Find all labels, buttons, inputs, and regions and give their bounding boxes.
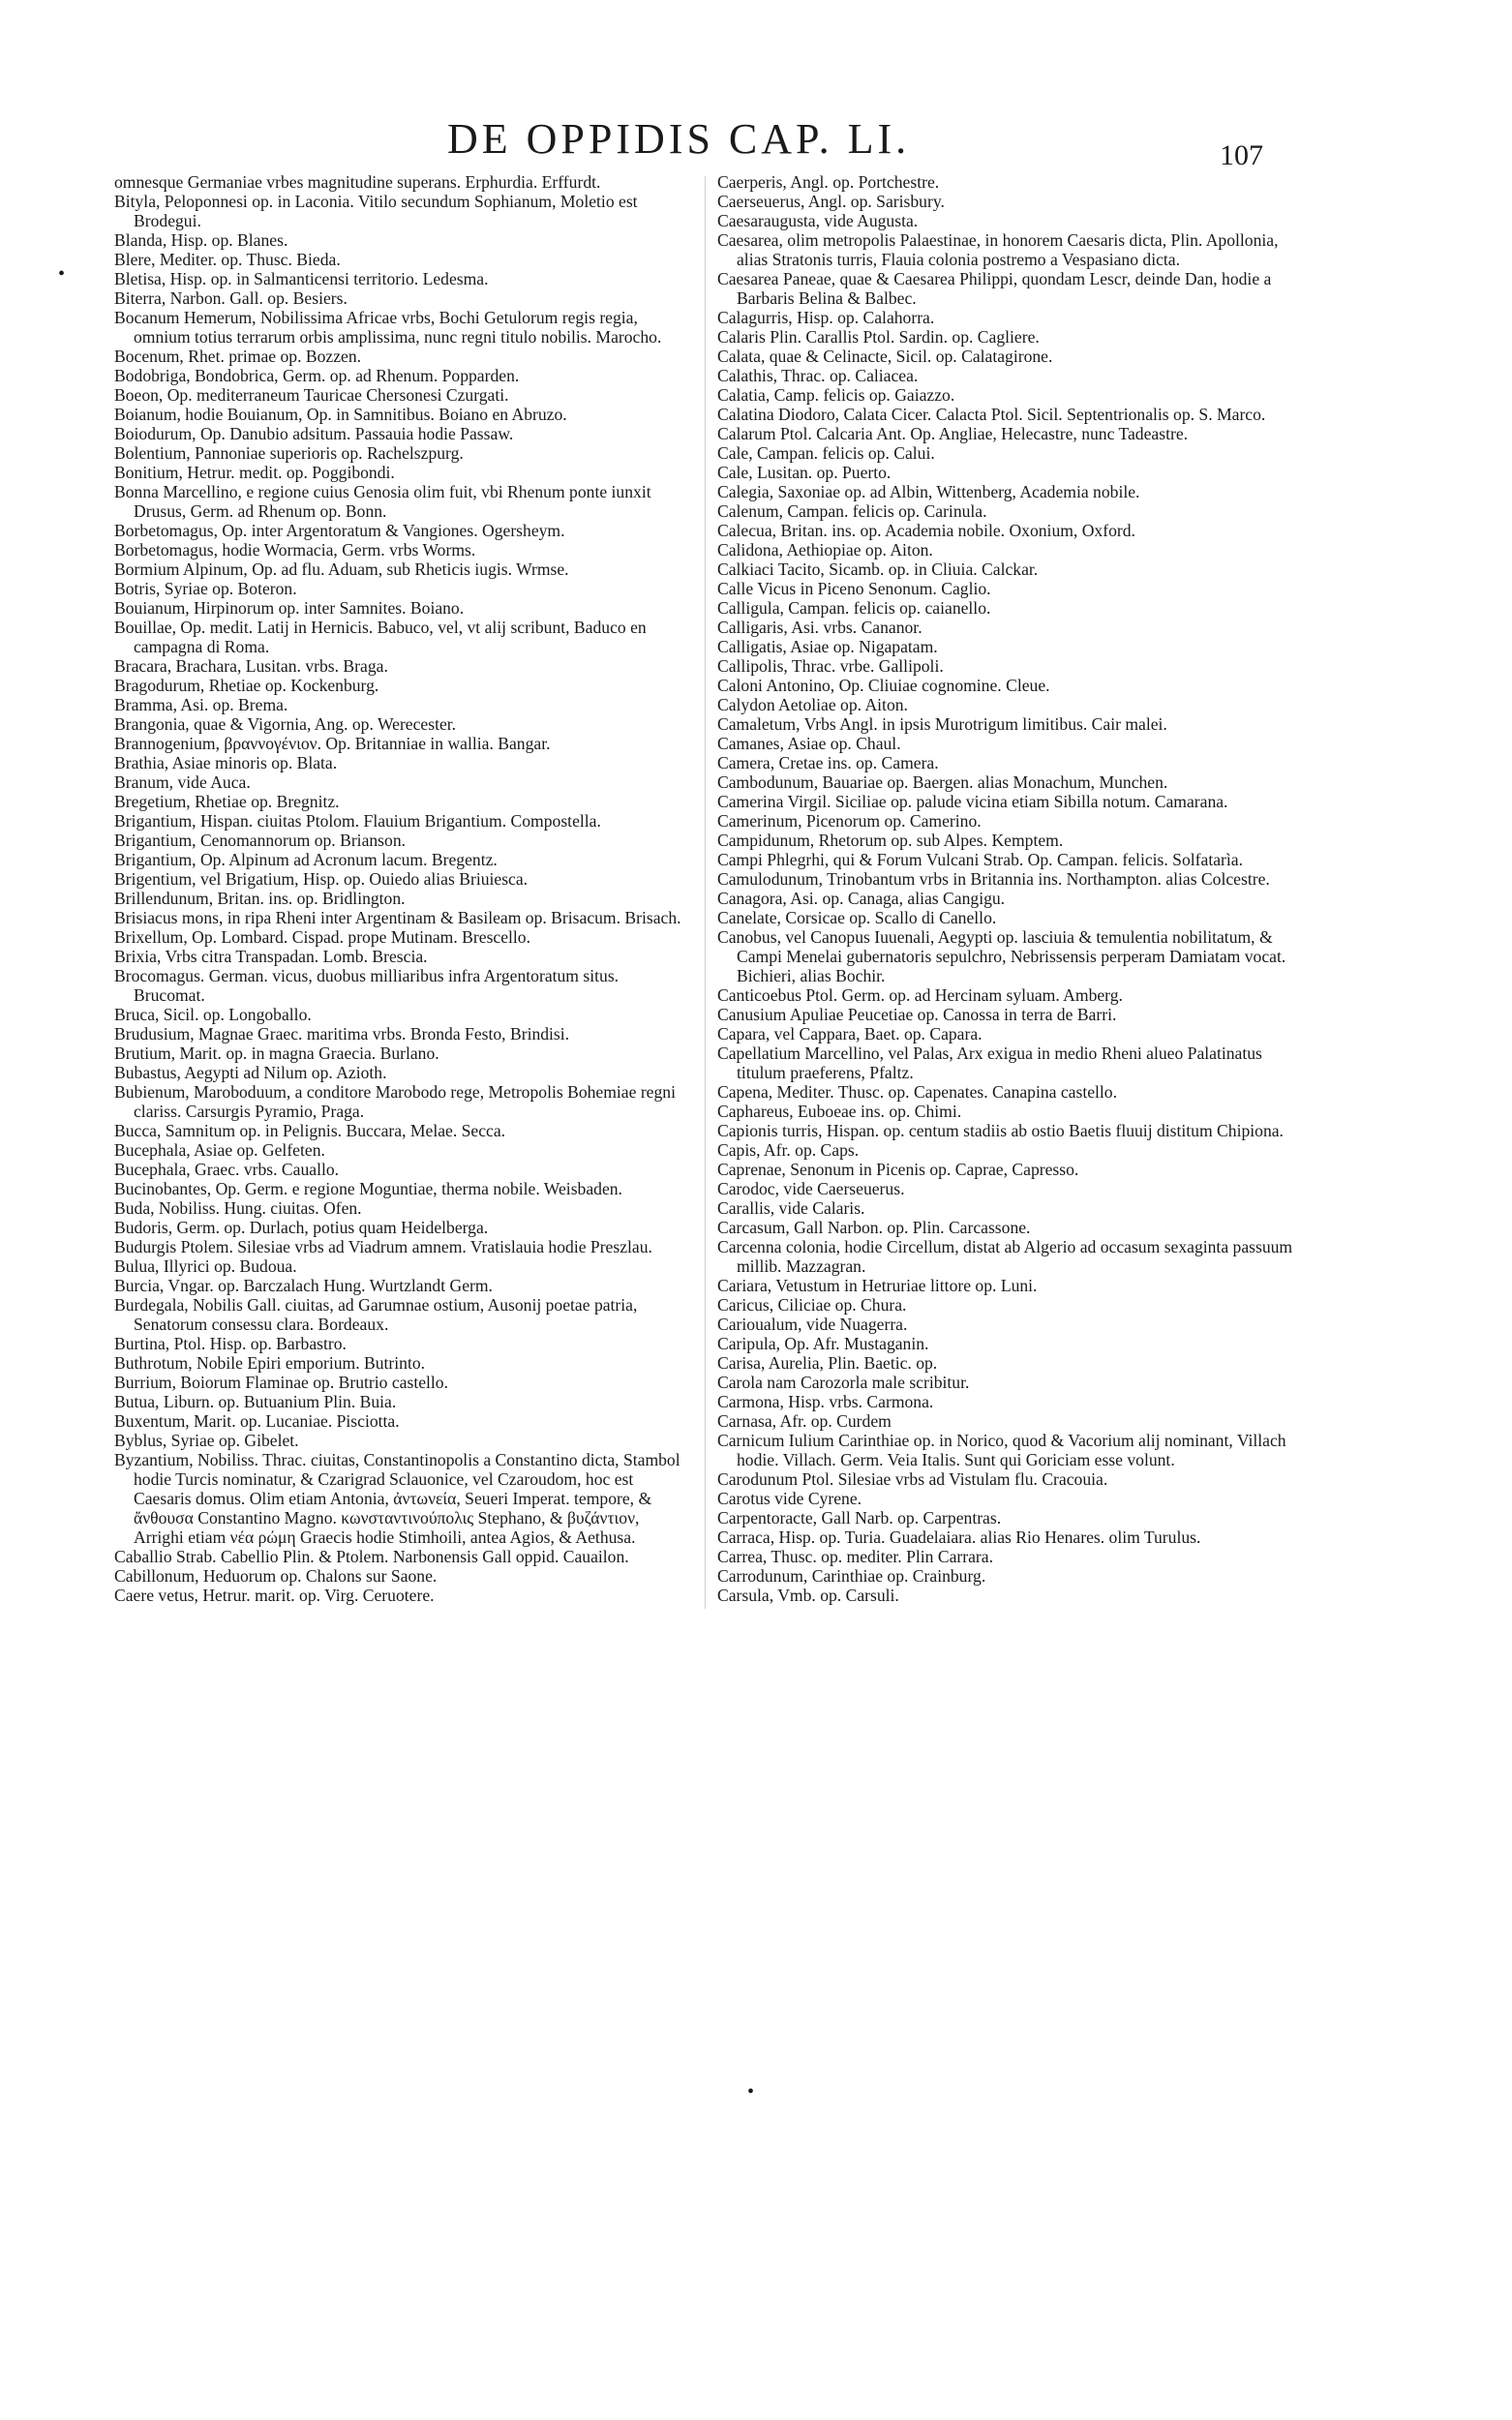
- index-entry: Caesarea Paneae, quae & Caesarea Philippi, quondam Lescr, deinde Dan, hodie a Barbaris Belina & Balbec.: [717, 269, 1272, 308]
- index-entry: Caerperis, Angl. op. Portchestre.: [717, 172, 940, 192]
- index-entry: Caphareus, Euboeae ins. op. Chimi.: [717, 1102, 962, 1121]
- index-entry: Capara, vel Cappara, Baet. op. Capara.: [717, 1024, 983, 1044]
- index-entry: Cale, Lusitan. op. Puerto.: [717, 463, 892, 482]
- index-entry: Bocenum, Rhet. primae op. Bozzen.: [114, 347, 362, 366]
- index-entry: Camulodunum, Trinobantum vrbs in Britannia ins. Northampton. alias Colcestre.: [717, 869, 1270, 889]
- index-entry: Bregetium, Rhetiae op. Bregnitz.: [114, 792, 340, 811]
- index-entry: Byblus, Syriae op. Gibelet.: [114, 1431, 299, 1450]
- index-entry: Camerinum, Picenorum op. Camerino.: [717, 811, 982, 831]
- index-entry: Bouianum, Hirpinorum op. inter Samnites. Boiano.: [114, 598, 465, 618]
- index-entry: Caprenae, Senonum in Picenis op. Caprae, Capresso.: [717, 1160, 1079, 1179]
- index-entry: Calatia, Camp. felicis op. Gaiazzo.: [717, 385, 955, 405]
- index-entry: Camera, Cretae ins. op. Camera.: [717, 753, 939, 772]
- index-entry: Carrodunum, Carinthiae op. Crainburg.: [717, 1566, 986, 1586]
- index-entry: Bocanum Hemerum, Nobilissima Africae vrbs, Bochi Getulorum regis regia, omnium totius terrarum orbis amplissima, nunc regni titulo nobilis. Marocho.: [114, 308, 662, 347]
- index-entry: Carrea, Thusc. op. mediter. Plin Carrara.: [717, 1547, 993, 1566]
- index-entry: Calenum, Campan. felicis op. Carinula.: [717, 501, 987, 521]
- index-entry: Carraca, Hisp. op. Turia. Guadelaiara. alias Rio Henares. olim Turulus.: [717, 1528, 1201, 1547]
- index-entry: Blanda, Hisp. op. Blanes.: [114, 230, 288, 250]
- index-entry: Bletisa, Hisp. op. in Salmanticensi territorio. Ledesma.: [114, 269, 489, 288]
- index-entry: Brillendunum, Britan. ins. op. Bridlington.: [114, 889, 406, 908]
- index-entry: Bouillae, Op. medit. Latij in Hernicis. Babuco, vel, vt alij scribunt, Baduco en campagna di Roma.: [114, 618, 647, 656]
- index-entry: Cale, Campan. felicis op. Calui.: [717, 443, 935, 463]
- index-entry: Bonitium, Hetrur. medit. op. Poggibondi.: [114, 463, 395, 482]
- index-entry: Calagurris, Hisp. op. Calahorra.: [717, 308, 935, 327]
- index-entry: Bityla, Peloponnesi op. in Laconia. Vitilo secundum Sophianum, Moletio est Brodegui.: [114, 192, 638, 230]
- index-entry: Calaris Plin. Carallis Ptol. Sardin. op. Cagliere.: [717, 327, 1040, 347]
- index-entry: Canusium Apuliae Peucetiae op. Canossa in terra de Barri.: [717, 1005, 1117, 1024]
- index-entry: Camerina Virgil. Siciliae op. palude vicina etiam Sibilla notum. Camarana.: [717, 792, 1228, 811]
- index-entry: Branum, vide Auca.: [114, 772, 251, 792]
- index-entry: Calligatis, Asiae op. Nigapatam.: [717, 637, 938, 656]
- index-entry: Campi Phlegrhi, qui & Forum Vulcani Strab. Op. Campan. felicis. Solfatarìa.: [717, 850, 1243, 869]
- index-entry: Bragodurum, Rhetiae op. Kockenburg.: [114, 676, 379, 695]
- index-entry: Calecua, Britan. ins. op. Academia nobile. Oxonium, Oxford.: [717, 521, 1135, 540]
- page-number: 107: [1220, 139, 1263, 171]
- index-entry: Brixia, Vrbs citra Transpadan. Lomb. Brescia.: [114, 947, 428, 966]
- index-entry: Caripula, Op. Afr. Mustaganin.: [717, 1334, 929, 1353]
- index-entry: Buthrotum, Nobile Epiri emporium. Butrinto.: [114, 1353, 426, 1373]
- index-entry: Caesaraugusta, vide Augusta.: [717, 211, 919, 230]
- index-entry: Brutium, Marit. op. in magna Graecia. Burlano.: [114, 1044, 439, 1063]
- index-entry: Bubienum, Maroboduum, a conditore Marobodo rege, Metropolis Bohemiae regni clariss. Carsurgis Pyramio, Praga.: [114, 1082, 676, 1121]
- index-entry: Canticoebus Ptol. Germ. op. ad Hercinam syluam. Amberg.: [717, 985, 1123, 1005]
- index-entry: Buda, Nobiliss. Hung. ciuitas. Ofen.: [114, 1198, 362, 1218]
- index-entry: Bormium Alpinum, Op. ad flu. Aduam, sub Rheticis iugis. Wrmse.: [114, 560, 569, 579]
- index-entry: Boiodurum, Op. Danubio adsitum. Passauia hodie Passaw.: [114, 424, 514, 443]
- index-entry: Bodobriga, Bondobrica, Germ. op. ad Rhenum. Popparden.: [114, 366, 520, 385]
- index-entry: Camanes, Asiae op. Chaul.: [717, 734, 901, 753]
- index-entry: Calegia, Saxoniae op. ad Albin, Wittenberg, Academia nobile.: [717, 482, 1140, 501]
- index-entry: Buxentum, Marit. op. Lucaniae. Pisciotta.: [114, 1411, 400, 1431]
- index-entry: Biterra, Narbon. Gall. op. Besiers.: [114, 288, 348, 308]
- index-entry: Carmona, Hisp. vrbs. Carmona.: [717, 1392, 934, 1411]
- index-entry: Butua, Liburn. op. Butuanium Plin. Buia.: [114, 1392, 397, 1411]
- index-entry: Calata, quae & Celinacte, Sicil. op. Calatagirone.: [717, 347, 1053, 366]
- index-entry: Caballio Strab. Cabellio Plin. & Ptolem. Narbonensis Gall oppid. Cauailon.: [114, 1547, 629, 1566]
- index-entry: Boianum, hodie Bouianum, Op. in Samnitibus. Boiano en Abruzo.: [114, 405, 567, 424]
- margin-dot: •: [747, 2081, 755, 2102]
- index-entry: Canagora, Asi. op. Canaga, alias Cangigu.: [717, 889, 1006, 908]
- index-entry: Bruca, Sicil. op. Longoballo.: [114, 1005, 312, 1024]
- right-column: [717, 172, 1298, 1605]
- index-entry: Budoris, Germ. op. Durlach, potius quam Heidelberga.: [114, 1218, 489, 1237]
- index-entry: Canobus, vel Canopus Iuuenali, Aegypti op. lasciuia & temulentia nobilitatum, & Campi Menelai gubernatoris sepulchro, Nebrissensis perperam Damiatam vocat. Bichieri, alias Bochir.: [717, 927, 1286, 985]
- index-entry: Caesarea, olim metropolis Palaestinae, in honorem Caesaris dicta, Plin. Apollonia, alias Stratonis turris, Flauia colonia postremo a Vespasiano dicta.: [717, 230, 1279, 269]
- index-entry: Calathis, Thrac. op. Caliacea.: [717, 366, 919, 385]
- index-entry: Burrium, Boiorum Flaminae op. Brutrio castello.: [114, 1373, 448, 1392]
- index-entry: Bracara, Brachara, Lusitan. vrbs. Braga.: [114, 656, 388, 676]
- index-entry: Bonna Marcellino, e regione cuius Genosia olim fuit, vbi Rhenum ponte iunxit Drusus, Germ. ad Rhenum op. Bonn.: [114, 482, 651, 521]
- index-entry: Bubastus, Aegypti ad Nilum op. Azioth.: [114, 1063, 387, 1082]
- index-entry: Caricus, Ciliciae op. Chura.: [717, 1295, 907, 1315]
- left-column: [114, 172, 691, 1605]
- index-entry: Cambodunum, Bauariae op. Baergen. alias Monachum, Munchen.: [717, 772, 1168, 792]
- index-entry: omnesque Germaniae vrbes magnitudine superans. Erphurdia. Erffurdt.: [114, 172, 601, 192]
- index-entry: Carpentoracte, Gall Narb. op. Carpentras.: [717, 1508, 1002, 1528]
- index-entry: Brigentium, vel Brigatium, Hisp. op. Ouiedo alias Briuiesca.: [114, 869, 529, 889]
- index-entry: Carcasum, Gall Narbon. op. Plin. Carcassone.: [717, 1218, 1031, 1237]
- index-entry: Bulua, Illyrici op. Budoua.: [114, 1256, 297, 1276]
- index-entry: Blere, Mediter. op. Thusc. Bieda.: [114, 250, 341, 269]
- index-entry: Brannogenium, βραννογένιον. Op. Britanniae in wallia. Bangar.: [114, 734, 551, 753]
- index-entry: Brathia, Asiae minoris op. Blata.: [114, 753, 338, 772]
- index-entry: Capellatium Marcellino, vel Palas, Arx exigua in medio Rheni alueo Palatinatus titulum praeferens, Pfaltz.: [717, 1044, 1262, 1082]
- index-entry: Brisiacus mons, in ripa Rheni inter Argentinam & Basileam op. Brisacum. Brisach.: [114, 908, 681, 927]
- index-entry: Carioualum, vide Nuagerra.: [717, 1315, 908, 1334]
- index-entry: Burcia, Vngar. op. Barczalach Hung. Wurtzlandt Germ.: [114, 1276, 493, 1295]
- index-entry: Borbetomagus, hodie Wormacia, Germ. vrbs Worms.: [114, 540, 476, 560]
- index-entry: Carnicum Iulium Carinthiae op. in Norico, quod & Vacorium alij nominant, Villach hodie. Villach. Germ. Veia Italis. Sunt qui Goriciam esse volunt.: [717, 1431, 1286, 1469]
- index-entry: Calligula, Campan. felicis op. caianello.: [717, 598, 991, 618]
- index-entry: Bucinobantes, Op. Germ. e regione Moguntiae, therma nobile. Weisbaden.: [114, 1179, 622, 1198]
- index-entry: Calkiaci Tacito, Sicamb. op. in Cliuia. Calckar.: [717, 560, 1039, 579]
- index-entry: Brixellum, Op. Lombard. Cispad. prope Mutinam. Brescello.: [114, 927, 530, 947]
- index-entry: Byzantium, Nobiliss. Thrac. ciuitas, Constantinopolis a Constantino dicta, Stambol hodie Turcis nominatur, & Czarigrad Sclauonice, vel Czaroudom, hoc est Caesaris domus. Olim etiam Antonia, ἀντωνεία, Seueri Imperat. tempore, & ἄνθουσα Constantino Magno. κωνσταντινούπολις Stephano, & βυζάντιον, Arrighi etiam νέα ρώμη Graecis hodie Stimhoili, antea Agios, & Aethusa.: [114, 1450, 680, 1547]
- index-entry: Cariara, Vetustum in Hetruriae littore op. Luni.: [717, 1276, 1038, 1295]
- index-entry: Calarum Ptol. Calcaria Ant. Op. Angliae, Helecastre, nunc Tadeastre.: [717, 424, 1189, 443]
- index-entry: Capionis turris, Hispan. op. centum stadiis ab ostio Baetis fluuij distitum Chipiona.: [717, 1121, 1284, 1140]
- index-entry: Camaletum, Vrbs Angl. in ipsis Murotrigum limitibus. Cair malei.: [717, 714, 1167, 734]
- index-entry: Budurgis Ptolem. Silesiae vrbs ad Viadrum amnem. Vratislauia hodie Preszlau.: [114, 1237, 652, 1256]
- index-entry: Botris, Syriae op. Boteron.: [114, 579, 297, 598]
- index-entry: Carola nam Carozorla male scribitur.: [717, 1373, 970, 1392]
- index-entry: Calligaris, Asi. vrbs. Cananor.: [717, 618, 922, 637]
- index-entry: Calle Vicus in Piceno Senonum. Caglio.: [717, 579, 991, 598]
- index-entry: Calydon Aetoliae op. Aiton.: [717, 695, 908, 714]
- margin-dot: •: [58, 263, 66, 285]
- index-entry: Carisa, Aurelia, Plin. Baetic. op.: [717, 1353, 938, 1373]
- index-entry: Bucephala, Graec. vrbs. Cauallo.: [114, 1160, 340, 1179]
- index-entry: Callipolis, Thrac. vrbe. Gallipoli.: [717, 656, 944, 676]
- index-entry: Carotus vide Cyrene.: [717, 1489, 862, 1508]
- index-entry: Calidona, Aethiopiae op. Aiton.: [717, 540, 933, 560]
- index-entry: Carcenna colonia, hodie Circellum, distat ab Algerio ad occasum sexaginta passuum millib. Mazzagran.: [717, 1237, 1293, 1276]
- index-entry: Bramma, Asi. op. Brema.: [114, 695, 288, 714]
- index-entry: Brangonia, quae & Vigornia, Ang. op. Werecester.: [114, 714, 457, 734]
- index-entry: Caere vetus, Hetrur. marit. op. Virg. Ceruotere.: [114, 1586, 435, 1605]
- page-title: DE OPPIDIS CAP. LI.: [447, 115, 911, 163]
- index-entry: Brocomagus. German. vicus, duobus milliaribus infra Argentoratum situs. Brucomat.: [114, 966, 620, 1005]
- index-entry: Brigantium, Op. Alpinum ad Acronum lacum. Bregentz.: [114, 850, 498, 869]
- index-entry: Calatina Diodoro, Calata Cicer. Calacta Ptol. Sicil. Septentrionalis op. S. Marco.: [717, 405, 1266, 424]
- index-entry: Caerseuerus, Angl. op. Sarisbury.: [717, 192, 945, 211]
- index-entry: Capis, Afr. op. Caps.: [717, 1140, 860, 1160]
- index-entry: Brudusium, Magnae Graec. maritima vrbs. Bronda Festo, Brindisi.: [114, 1024, 570, 1044]
- index-entry: Burdegala, Nobilis Gall. ciuitas, ad Garumnae ostium, Ausonij poetae patria, Senatorum consessu clara. Bordeaux.: [114, 1295, 638, 1334]
- index-entry: Brigantium, Hispan. ciuitas Ptolom. Flauium Brigantium. Compostella.: [114, 811, 601, 831]
- index-entry: Capena, Mediter. Thusc. op. Capenates. Canapina castello.: [717, 1082, 1118, 1102]
- index-entry: Carodoc, vide Caerseuerus.: [717, 1179, 905, 1198]
- column-divider: [705, 176, 706, 1609]
- index-entry: Caloni Antonino, Op. Cliuiae cognomine. Cleue.: [717, 676, 1050, 695]
- index-entry: Brigantium, Cenomannorum op. Brianson.: [114, 831, 407, 850]
- index-entry: Carnasa, Afr. op. Curdem: [717, 1411, 892, 1431]
- index-entry: Bucephala, Asiae op. Gelfeten.: [114, 1140, 325, 1160]
- index-entry: Canelate, Corsicae op. Scallo di Canello.: [717, 908, 997, 927]
- index-entry: Carsula, Vmb. op. Carsuli.: [717, 1586, 899, 1605]
- index-entry: Burtina, Ptol. Hisp. op. Barbastro.: [114, 1334, 347, 1353]
- index-entry: Cabillonum, Heduorum op. Chalons sur Saone.: [114, 1566, 438, 1586]
- index-entry: Bolentium, Pannoniae superioris op. Rachelszpurg.: [114, 443, 464, 463]
- index-entry: Boeon, Op. mediterraneum Tauricae Chersonesi Czurgati.: [114, 385, 509, 405]
- index-entry: Carodunum Ptol. Silesiae vrbs ad Vistulam flu. Cracouia.: [717, 1469, 1108, 1489]
- running-header: [0, 114, 1512, 172]
- index-entry: Campidunum, Rhetorum op. sub Alpes. Kemptem.: [717, 831, 1064, 850]
- index-entry: Bucca, Samnitum op. in Pelignis. Buccara, Melae. Secca.: [114, 1121, 506, 1140]
- index-entry: Carallis, vide Calaris.: [717, 1198, 865, 1218]
- index-entry: Borbetomagus, Op. inter Argentoratum & Vangiones. Ogersheym.: [114, 521, 565, 540]
